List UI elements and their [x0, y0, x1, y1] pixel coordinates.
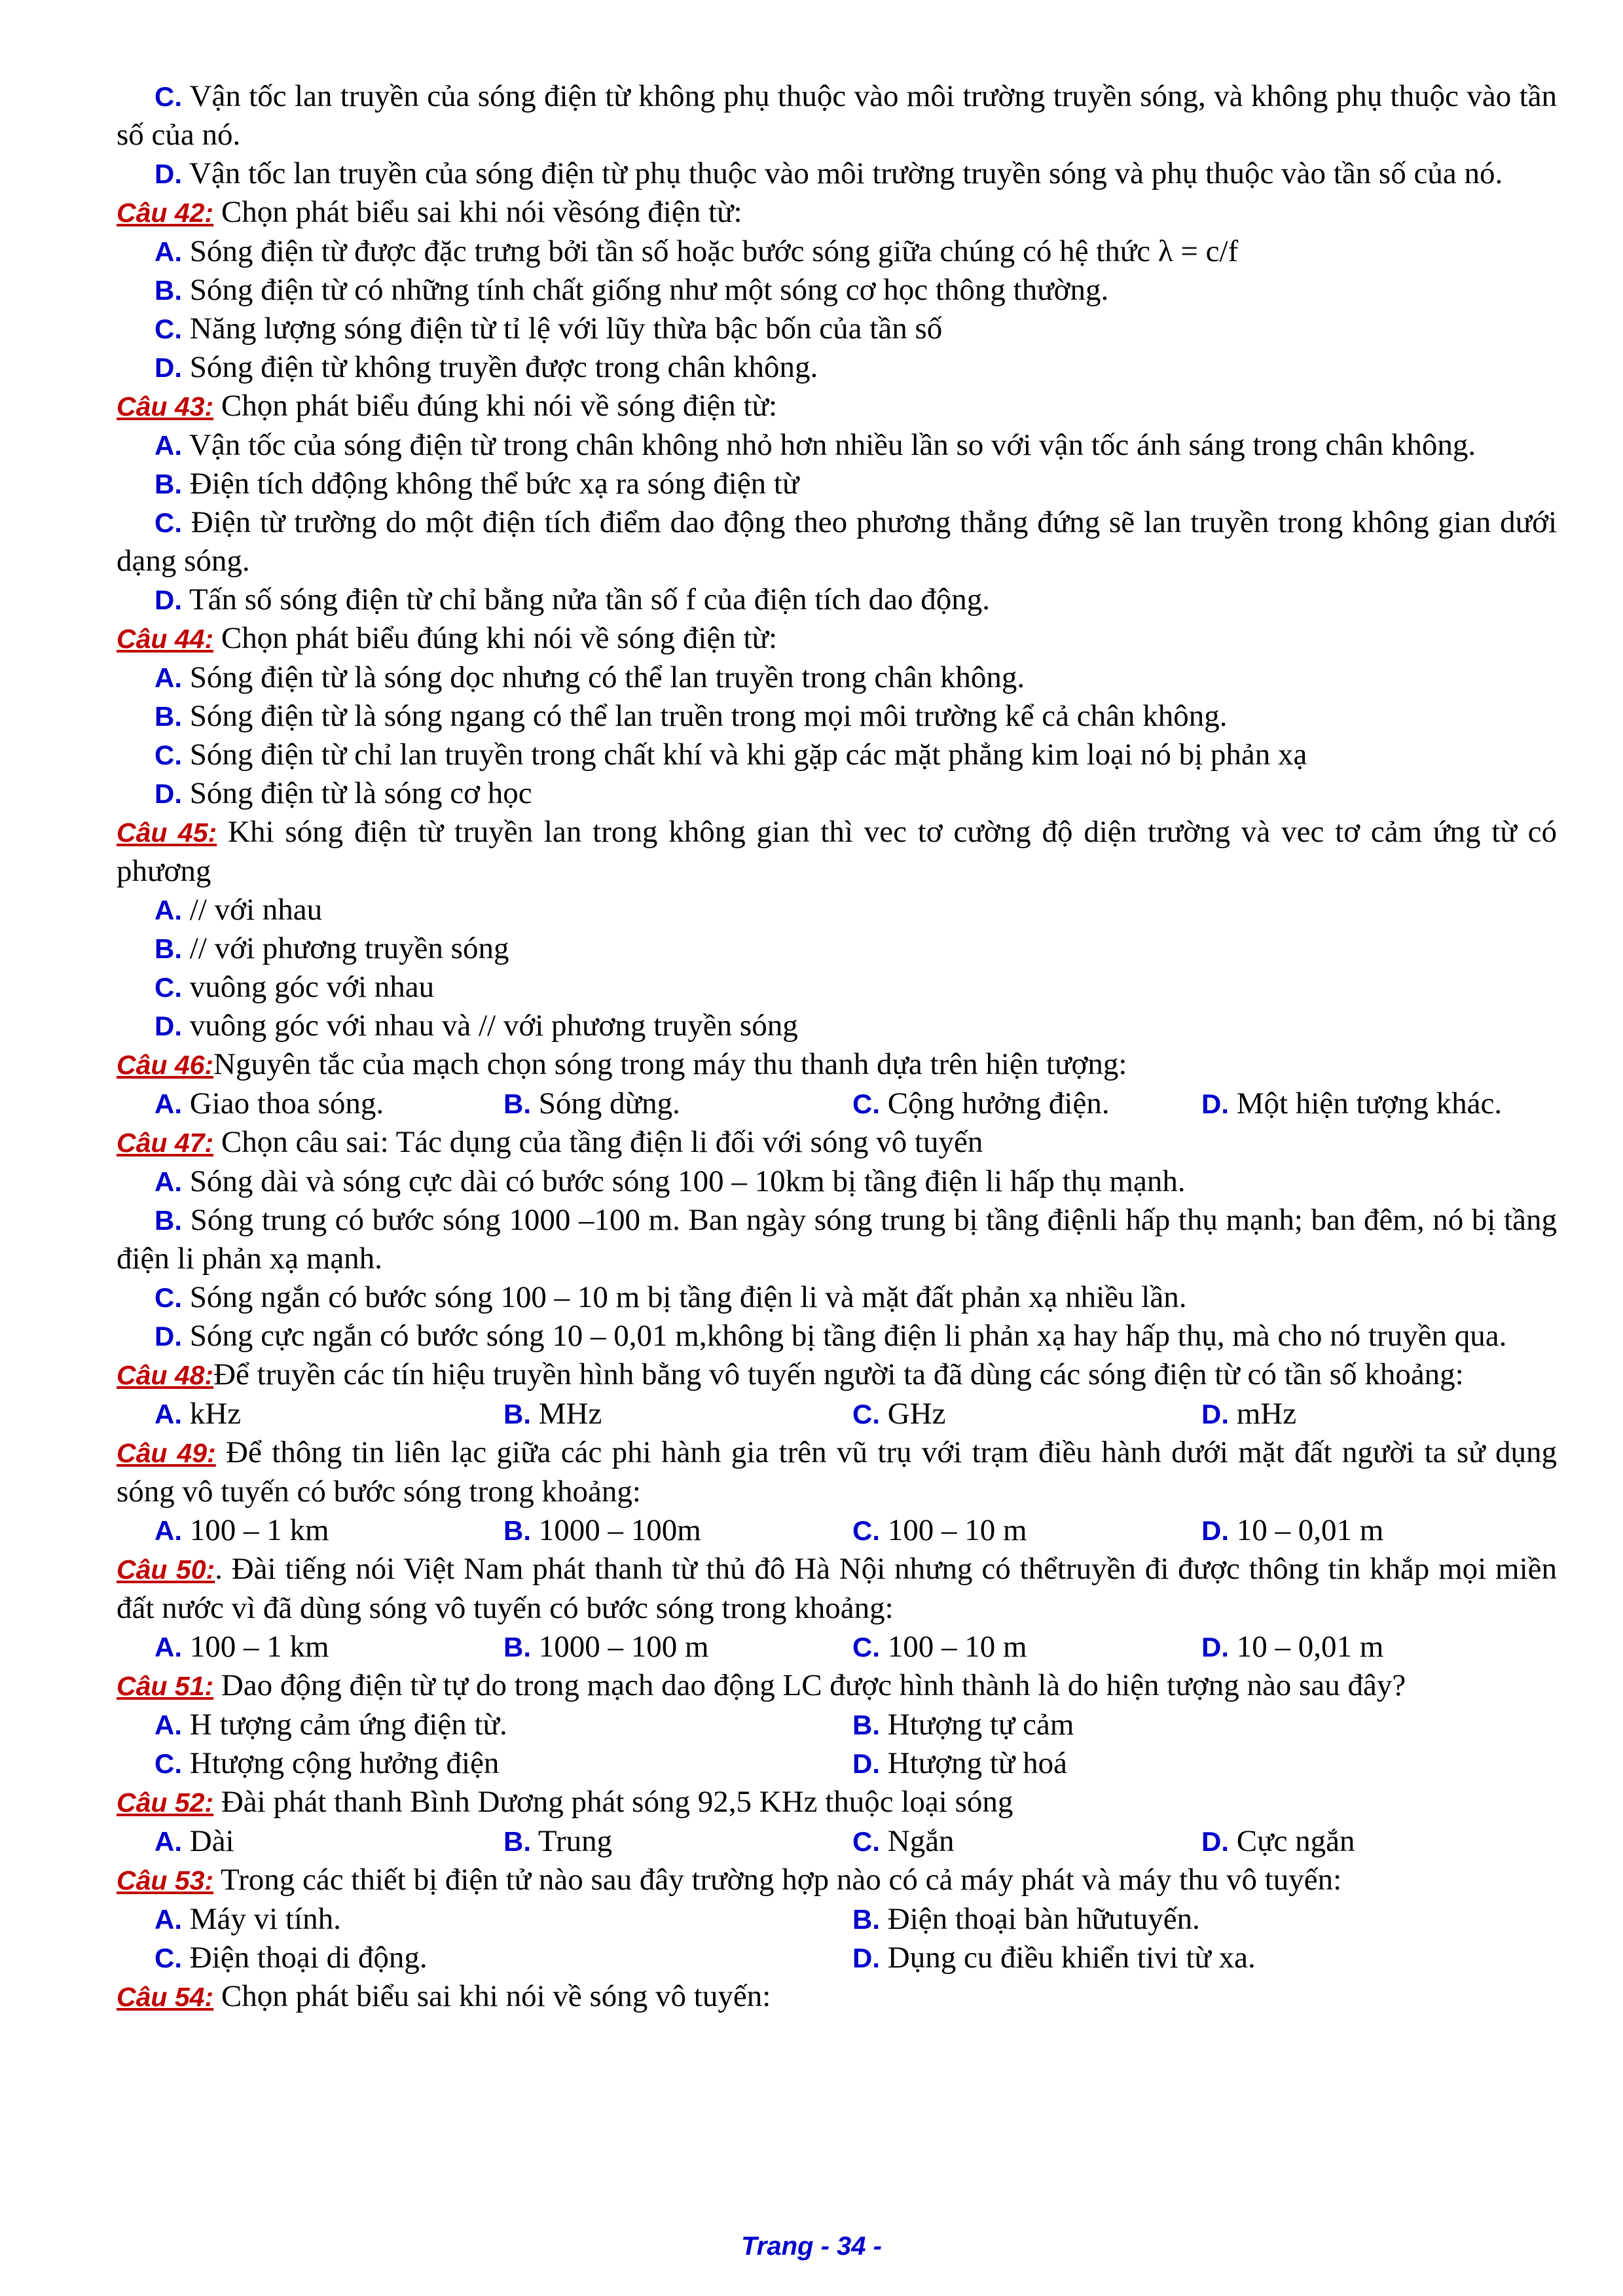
question-text: Khi sóng điện từ truyền lan trong không gian thì vec tơ cường độ diện trường và vec tơ cảm ứng từ có phương [117, 815, 1557, 888]
option-letter: A. [155, 236, 182, 267]
option-letter: C. [155, 1943, 182, 1973]
option-text: kHz [182, 1397, 242, 1431]
option-letter: A. [155, 1904, 182, 1935]
option-text: H tượng cảm ứng điện từ. [182, 1708, 507, 1742]
options-row [117, 1900, 1557, 1939]
option-text: Sóng điện từ có những tính chất giống như một sóng cơ học thông thường. [182, 273, 1109, 307]
question-text: Chọn phát biểu sai khi nói vềsóng điện từ: [213, 195, 742, 229]
option-text: Vận tốc của sóng điện từ trong chân không nhỏ hơn nhiều lần so với vận tốc ánh sáng trong chân không. [182, 428, 1476, 462]
option-b [117, 465, 1557, 503]
option-text: Htượng từ hoá [880, 1746, 1067, 1780]
option-text: GHz [880, 1397, 946, 1431]
question-text: Chọn câu sai: Tác dụng của tầng điện li đối với sóng vô tuyến [213, 1125, 983, 1159]
question-43 [117, 387, 1557, 426]
option-c [117, 736, 1557, 774]
option-c [117, 310, 1557, 348]
option-c [155, 1744, 852, 1783]
question-text: Chọn phát biểu đúng khi nói về sóng điện từ: [213, 389, 778, 423]
question-text: Đài phát thanh Bình Dương phát sóng 92,5 KHz thuộc loại sóng [213, 1785, 1013, 1819]
option-text: Sóng điện từ là sóng ngang có thể lan truền trong mọi môi trường kể cả chân không. [182, 699, 1228, 733]
option-letter: D. [1201, 1632, 1229, 1662]
option-letter: C. [852, 1088, 880, 1119]
option-text: vuông góc với nhau [182, 970, 435, 1004]
option-text: Sóng ngắn có bước sóng 100 – 10 m bị tầng điện li và mặt đất phản xạ nhiều lần. [182, 1280, 1187, 1314]
question-49 [117, 1433, 1557, 1511]
option-text: Điện thoại bàn hữutuyến. [880, 1902, 1200, 1936]
option-text: Sóng dài và sóng cực dài có bước sóng 100 – 10km bị tầng điện li hấp thụ mạnh. [182, 1164, 1186, 1198]
option-letter: B. [503, 1826, 531, 1857]
option-b [117, 1201, 1557, 1278]
option-text: 100 – 10 m [880, 1630, 1027, 1664]
option-a [117, 232, 1557, 271]
option-text: mHz [1229, 1397, 1297, 1431]
question-label: Câu 53: [117, 1865, 214, 1895]
option-b [503, 1628, 852, 1666]
option-letter: A. [155, 1826, 182, 1857]
question-label: Câu 43: [117, 391, 214, 422]
option-b [503, 1822, 852, 1861]
options-row [117, 1822, 1557, 1861]
option-c [117, 77, 1557, 154]
option-b [852, 1706, 1550, 1744]
options-row [117, 1511, 1557, 1550]
option-c [117, 968, 1557, 1007]
question-label: Câu 51: [117, 1671, 214, 1701]
option-letter: C. [155, 81, 182, 112]
option-text: Tấn số sóng điện từ chỉ bằng nửa tần số f của điện tích dao động. [182, 583, 990, 617]
option-b [117, 929, 1557, 968]
option-letter: C. [852, 1632, 880, 1662]
option-b [503, 1511, 852, 1550]
question-label: Câu 44: [117, 624, 214, 654]
option-text: Sóng điện từ là sóng cơ học [182, 776, 532, 810]
option-text: Sóng trung có bước sóng 1000 –100 m. Ban ngày sóng trung bị tầng điệnli hấp thụ mạnh; ban đêm, nó bị tầng điện li phản xạ mạnh. [117, 1203, 1557, 1276]
option-text: 100 – 1 km [182, 1513, 329, 1547]
option-b [117, 697, 1557, 736]
option-a [117, 891, 1557, 929]
option-a [155, 1511, 503, 1550]
option-a [117, 426, 1557, 465]
option-letter: A. [155, 662, 182, 693]
option-text: 10 – 0,01 m [1229, 1513, 1384, 1547]
option-letter: D. [155, 158, 182, 189]
option-text: Điện từ trường do một điện tích điểm dao động theo phương thẳng đứng sẽ lan truyền trong không gian dưới dạng sóng. [117, 505, 1557, 578]
option-a [117, 658, 1557, 697]
option-letter: D. [155, 1011, 182, 1041]
option-c [852, 1822, 1201, 1861]
option-text: Trung [531, 1824, 613, 1858]
page-number: Trang - 34 - [741, 2232, 882, 2261]
option-letter: C. [852, 1399, 880, 1429]
option-letter: C. [155, 740, 182, 770]
option-letter: D. [155, 1321, 182, 1352]
option-letter: D. [1201, 1399, 1229, 1429]
option-letter: B. [155, 701, 182, 732]
option-letter: D. [1201, 1515, 1229, 1546]
question-label: Câu 47: [117, 1128, 214, 1158]
question-45 [117, 813, 1557, 891]
option-letter: A. [155, 895, 182, 925]
options-row [117, 1744, 1557, 1783]
option-d [117, 154, 1557, 193]
option-d [1201, 1395, 1550, 1433]
option-letter: D. [1201, 1088, 1229, 1119]
option-text: Vận tốc lan truyền của sóng điện từ phụ thuộc vào môi trường truyền sóng và phụ thuộc vào tần số của nó. [182, 156, 1503, 190]
option-text: Năng lượng sóng điện từ tỉ lệ với lũy thừa bậc bốn của tần số [182, 312, 943, 346]
option-text: Một hiện tượng khác. [1229, 1086, 1503, 1121]
option-c [117, 1278, 1557, 1317]
question-label: Câu 42: [117, 198, 214, 228]
option-a [155, 1085, 503, 1123]
question-text: Dao động điện từ tự do trong mạch dao động LC được hình thành là do hiện tượng nào sau đây? [213, 1668, 1406, 1702]
option-letter: A. [155, 1710, 182, 1740]
option-c [155, 1939, 852, 1977]
option-d [852, 1744, 1550, 1783]
option-letter: B. [155, 933, 182, 964]
option-text: 10 – 0,01 m [1229, 1630, 1384, 1664]
option-text: 1000 – 100m [531, 1513, 701, 1547]
option-text: Điện thoại di động. [182, 1941, 428, 1975]
option-text: Cộng hưởng điện. [880, 1086, 1110, 1121]
options-row [117, 1085, 1557, 1123]
option-text: 100 – 1 km [182, 1630, 329, 1664]
option-letter: B. [503, 1632, 531, 1662]
option-text: Sóng điện từ là sóng dọc nhưng có thể lan truyền trong chân không. [182, 660, 1025, 694]
options-row [117, 1628, 1557, 1666]
question-text: Chọn phát biểu đúng khi nói về sóng điện từ: [213, 621, 778, 655]
option-letter: B. [852, 1904, 880, 1935]
option-letter: A. [155, 1088, 182, 1119]
option-text: Máy vi tính. [182, 1902, 341, 1936]
option-text: // với nhau [182, 893, 323, 927]
option-b [503, 1395, 852, 1433]
option-letter: D. [155, 584, 182, 615]
option-text: Ngắn [880, 1824, 955, 1858]
question-text: Để truyền các tín hiệu truyền hình bằng vô tuyến người ta đã dùng các sóng điện từ có tần số khoảng: [213, 1357, 1464, 1391]
option-d [117, 581, 1557, 619]
option-b [852, 1900, 1550, 1939]
question-text: Nguyên tắc của mạch chọn sóng trong máy thu thanh dựa trên hiện tượng: [213, 1047, 1127, 1081]
option-a [155, 1706, 852, 1744]
question-label: Câu 46: [117, 1050, 214, 1080]
question-48 [117, 1355, 1557, 1395]
option-text: Cực ngắn [1229, 1824, 1355, 1858]
question-text: Chọn phát biểu sai khi nói về sóng vô tuyến: [213, 1979, 771, 2013]
options-row [117, 1395, 1557, 1433]
option-a [155, 1628, 503, 1666]
question-text: . Đài tiếng nói Việt Nam phát thanh từ thủ đô Hà Nội nhưng có thểtruyền đi được thông tin khắp mọi miền đất nước vì đã dùng sóng vô tuyến có bước sóng trong khoảng: [117, 1552, 1558, 1625]
option-text: Dụng cu điều khiển tivi từ xa. [880, 1941, 1256, 1975]
option-letter: B. [503, 1515, 531, 1546]
option-d [852, 1939, 1550, 1977]
option-a [155, 1900, 852, 1939]
option-c [852, 1395, 1201, 1433]
question-46 [117, 1045, 1557, 1085]
option-letter: C. [155, 314, 182, 344]
option-text: Htượng tự cảm [880, 1708, 1074, 1742]
option-letter: C. [155, 1748, 182, 1779]
option-letter: B. [852, 1710, 880, 1740]
option-letter: C. [155, 972, 182, 1003]
option-d [1201, 1628, 1550, 1666]
option-text: Sóng điện từ chỉ lan truyền trong chất khí và khi gặp các mặt phẳng kim loại nó bị phản xạ [182, 738, 1307, 772]
option-a [155, 1822, 503, 1861]
option-text: Vận tốc lan truyền của sóng điện từ không phụ thuộc vào môi trường truyền sóng, và không phụ thuộc vào tần số của nó. [117, 79, 1557, 152]
option-d [117, 774, 1557, 813]
question-text: Để thông tin liên lạc giữa các phi hành gia trên vũ trụ với trạm điều hành dưới mặt đất người ta sử dụng sóng vô tuyến có bước sóng trong khoảng: [117, 1435, 1557, 1509]
question-53 [117, 1861, 1557, 1900]
option-letter: D. [852, 1943, 880, 1973]
option-letter: A. [155, 430, 182, 461]
question-44 [117, 619, 1557, 658]
options-row [117, 1939, 1557, 1977]
option-text: vuông góc với nhau và // với phương truyền sóng [182, 1009, 798, 1043]
options-row [117, 1706, 1557, 1744]
option-letter: B. [155, 1205, 182, 1236]
option-text: 100 – 10 m [880, 1513, 1027, 1547]
option-letter: A. [155, 1515, 182, 1546]
option-letter: A. [155, 1632, 182, 1662]
question-47 [117, 1123, 1557, 1162]
question-label: Câu 52: [117, 1787, 214, 1818]
option-text: Sóng cực ngắn có bước sóng 10 – 0,01 m,không bị tầng điện li phản xạ hay hấp thụ, mà cho nó truyền qua. [182, 1319, 1507, 1353]
option-d [117, 1007, 1557, 1045]
document-page [117, 77, 1557, 2017]
option-letter: A. [155, 1399, 182, 1429]
option-letter: D. [1201, 1826, 1229, 1857]
option-a [117, 1162, 1557, 1201]
option-text: Giao thoa sóng. [182, 1086, 384, 1121]
option-c [852, 1085, 1201, 1123]
question-label: Câu 54: [117, 1982, 214, 2012]
option-letter: C. [852, 1515, 880, 1546]
question-54 [117, 1977, 1557, 2017]
option-text: Điện tích dđộng không thể bức xạ ra sóng điện từ [182, 467, 799, 501]
option-letter: B. [503, 1088, 531, 1119]
option-text: Sóng điện từ được đặc trưng bởi tần số hoặc bước sóng giữa chúng có hệ thức λ = c/f [182, 234, 1239, 268]
option-letter: C. [155, 1282, 182, 1313]
option-d [117, 348, 1557, 387]
option-c [852, 1628, 1201, 1666]
option-b [503, 1085, 852, 1123]
option-a [155, 1395, 503, 1433]
option-d [1201, 1511, 1550, 1550]
option-d [1201, 1085, 1550, 1123]
option-letter: B. [155, 275, 182, 306]
option-text: Sóng điện từ không truyền được trong chân không. [182, 350, 818, 384]
option-letter: C. [155, 507, 182, 538]
option-letter: C. [852, 1826, 880, 1857]
question-50 [117, 1550, 1557, 1628]
option-letter: A. [155, 1166, 182, 1197]
option-letter: D. [155, 778, 182, 809]
question-label: Câu 45: [117, 817, 217, 848]
question-51 [117, 1666, 1557, 1706]
question-label: Câu 48: [117, 1360, 214, 1390]
option-c [852, 1511, 1201, 1550]
option-text: Htượng cộng hưởng điện [182, 1746, 500, 1780]
option-text: Sóng dừng. [531, 1086, 680, 1121]
option-text: MHz [531, 1397, 602, 1431]
question-42 [117, 193, 1557, 232]
option-b [117, 271, 1557, 310]
question-label: Câu 49: [117, 1438, 216, 1468]
option-c [117, 503, 1557, 581]
question-text: Trong các thiết bị điện tử nào sau đây trường hợp nào có cả máy phát và máy thu vô tuyến: [213, 1863, 1342, 1897]
option-letter: D. [155, 352, 182, 383]
option-d [1201, 1822, 1550, 1861]
option-letter: B. [503, 1399, 531, 1429]
option-text: 1000 – 100 m [531, 1630, 709, 1664]
option-letter: D. [852, 1748, 880, 1779]
option-d [117, 1317, 1557, 1355]
question-52 [117, 1783, 1557, 1822]
option-text: // với phương truyền sóng [182, 931, 509, 965]
option-text: Dài [182, 1824, 234, 1858]
question-label: Câu 50: [117, 1554, 215, 1585]
option-letter: B. [155, 469, 182, 499]
